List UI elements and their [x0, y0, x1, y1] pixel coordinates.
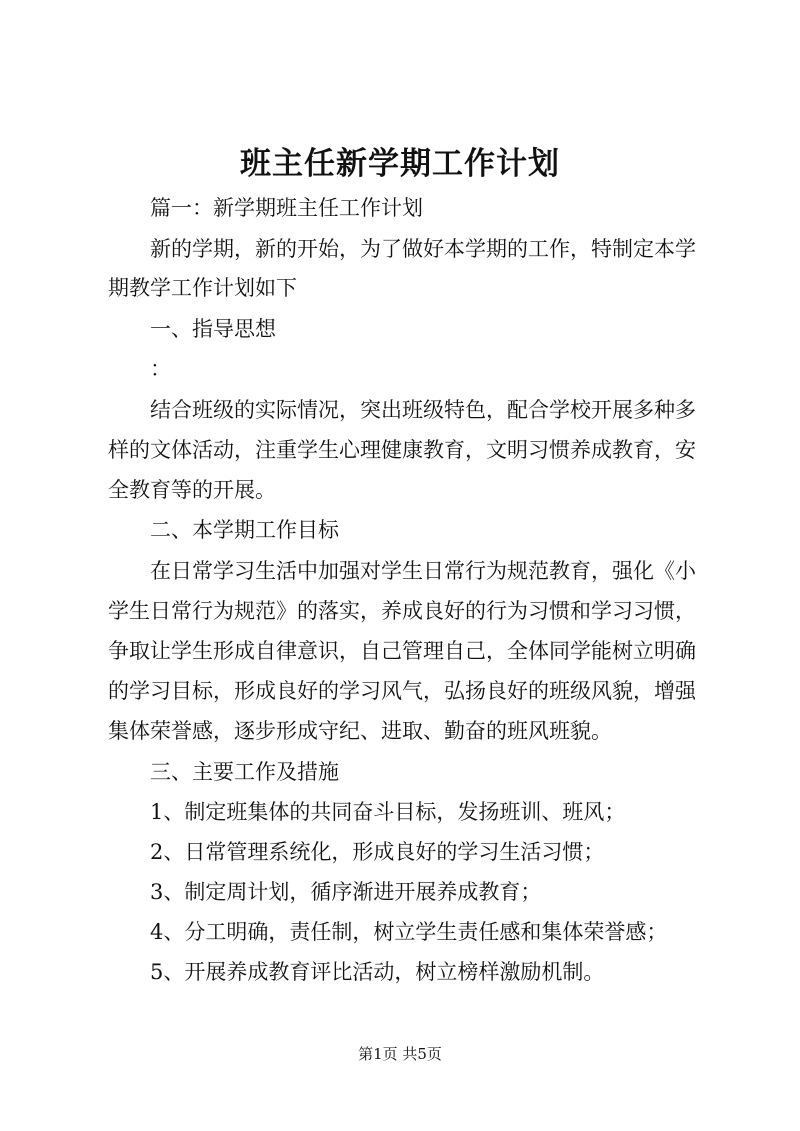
- section-heading-goals: 二、本学期工作目标: [150, 518, 339, 542]
- paragraph-line: 集体荣誉感，逐步形成守纪、进取、勤奋的班风班貌。: [108, 719, 612, 743]
- paragraph-line: 学生日常行为规范》的落实，养成良好的行为习惯和学习习惯，: [108, 599, 696, 623]
- section-heading-measures: 三、主要工作及措施: [150, 760, 339, 784]
- paragraph-line: 样的文体活动，注重学生心理健康教育，文明习惯养成教育，安: [108, 438, 696, 462]
- paragraph-line: 在日常学习生活中加强对学生日常行为规范教育，强化《小: [150, 559, 696, 583]
- paragraph-line: 全教育等的开展。: [108, 478, 276, 502]
- document-title: 班主任新学期工作计划: [240, 146, 560, 182]
- paragraph-line: 的学习目标，形成良好的学习风气，弘扬良好的班级风貌，增强: [108, 679, 696, 703]
- list-item: 2、日常管理系统化，形成良好的学习生活习惯；: [150, 840, 605, 864]
- list-item: 5、开展养成教育评比活动，树立榜样激励机制。: [150, 960, 605, 984]
- section-heading-guiding-thought: 一、指导思想: [150, 317, 276, 341]
- page-number-footer: 第1页 共5页: [358, 1045, 442, 1063]
- paragraph-line: 争取让学生形成自律意识，自己管理自己，全体同学能树立明确: [108, 639, 696, 663]
- list-item: 1、制定班集体的共同奋斗目标，发扬班训、班风；: [150, 800, 626, 824]
- paragraph-line: 期教学工作计划如下: [108, 276, 297, 300]
- paragraph-line: 结合班级的实际情况，突出班级特色，配合学校开展多种多: [150, 398, 696, 422]
- paragraph-line: 新的学期，新的开始，为了做好本学期的工作，特制定本学: [150, 237, 696, 261]
- list-item: 4、分工明确，责任制，树立学生责任感和集体荣誉感；: [150, 920, 668, 944]
- section-heading-part-one: 篇一：新学期班主任工作计划: [150, 196, 423, 220]
- list-item: 3、制定周计划，循序渐进开展养成教育；: [150, 880, 542, 904]
- paragraph-line: ：: [150, 357, 171, 381]
